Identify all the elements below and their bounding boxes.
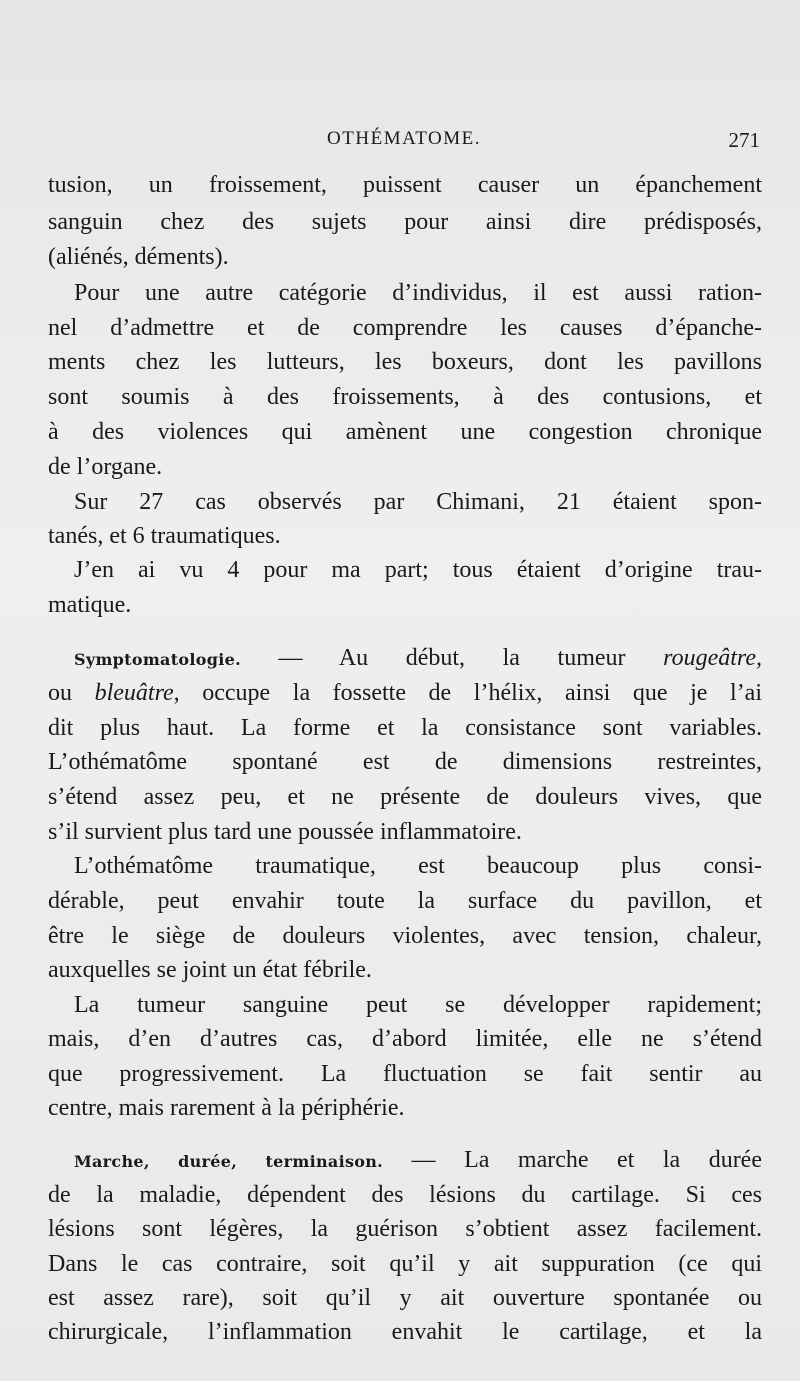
running-header [48, 128, 760, 158]
text-line: sont soumis à des froissements, à des contusions, et [48, 384, 762, 410]
text-line: sanguin chez des sujets pour ainsi dire prédisposés, [48, 209, 762, 235]
text-line: chirurgicale, l’inflammation envahit le cartilage, et la [48, 1319, 762, 1345]
text-line: à des violences qui amènent une congestion chronique [48, 419, 762, 445]
text-line: de la maladie, dépendent des lésions du cartilage. Si ces [48, 1182, 762, 1208]
text-line: dit plus haut. La forme et la consistance sont variables. [48, 715, 762, 741]
text-line: être le siège de douleurs violentes, avec tension, chaleur, [48, 923, 762, 949]
section-heading-line: Symptomatologie. — Au début, la tumeur rougeâtre, [74, 645, 762, 671]
text-line: tusion, un froissement, puissent causer un épanchement [48, 172, 762, 198]
text-line: tanés, et 6 traumatiques. [48, 523, 281, 549]
section-heading-line: Marche, durée, terminaison. — La marche et la durée [74, 1147, 762, 1173]
text-line: (aliénés, déments). [48, 244, 229, 270]
page-number: 271 [728, 128, 760, 152]
text-line: Sur 27 cas observés par Chimani, 21 étaient spon- [74, 489, 762, 515]
text-line: est assez rare), soit qu’il y ait ouverture spontanée ou [48, 1285, 762, 1311]
text-line: ou bleuâtre, occupe la fossette de l’hélix, ainsi que je l’ai [48, 680, 763, 706]
text-line: ments chez les lutteurs, les boxeurs, dont les pavillons [48, 349, 762, 375]
text-line: matique. [48, 592, 132, 618]
running-title: OTHÉMATOME. [327, 128, 481, 149]
section-heading: Marche, durée, terminaison. [74, 1152, 384, 1171]
text-line: Dans le cas contraire, soit qu’il y ait suppuration (ce qui [48, 1251, 762, 1277]
text-line: La tumeur sanguine peut se développer rapidement; [74, 992, 762, 1018]
text-line: L’othématôme spontané est de dimensions restreintes, [48, 749, 762, 775]
section-heading: Symptomatologie. [74, 650, 241, 669]
text-line: auxquelles se joint un état fébrile. [48, 957, 372, 983]
text-line: que progressivement. La fluctuation se fait sentir au [48, 1061, 762, 1087]
text-line: de l’organe. [48, 454, 163, 480]
text-line: dérable, peut envahir toute la surface du pavillon, et [48, 888, 762, 914]
text-line: mais, d’en d’autres cas, d’abord limitée, elle ne s’étend [48, 1026, 762, 1052]
text-line: nel d’admettre et de comprendre les causes d’épanche- [48, 315, 762, 341]
text-line: centre, mais rarement à la périphérie. [48, 1095, 405, 1121]
text-line: s’il survient plus tard une poussée inflammatoire. [48, 819, 522, 845]
text-line: lésions sont légères, la guérison s’obtient assez facilement. [48, 1216, 762, 1242]
text-line: Pour une autre catégorie d’individus, il est aussi ration- [74, 280, 762, 306]
text-line: L’othématôme traumatique, est beaucoup plus consi- [74, 853, 762, 879]
text-line: J’en ai vu 4 pour ma part; tous étaient d’origine trau- [74, 557, 762, 583]
text-line: s’étend assez peu, et ne présente de douleurs vives, que [48, 784, 762, 810]
